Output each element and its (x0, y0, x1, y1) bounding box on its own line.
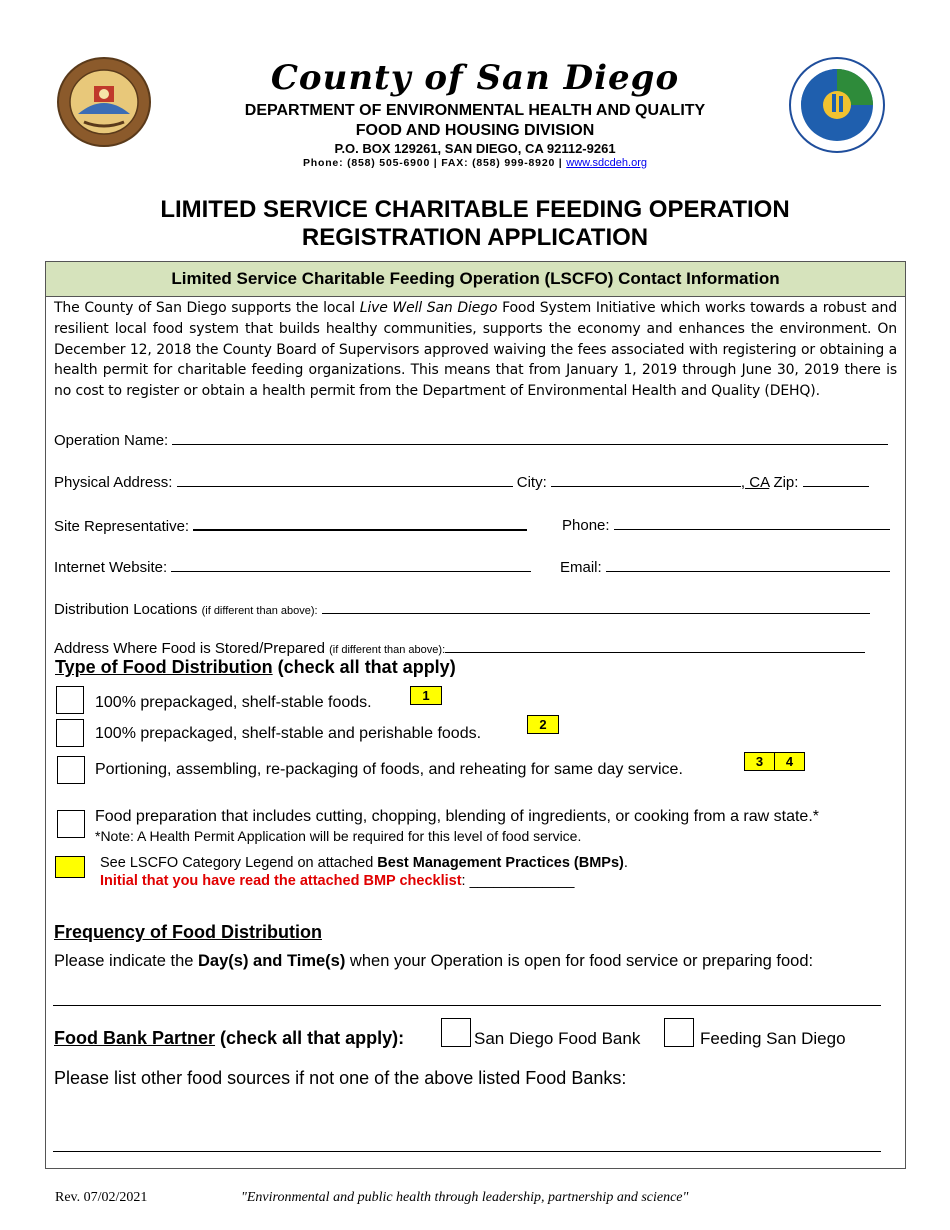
form-title-line2: REGISTRATION APPLICATION (301, 224, 649, 251)
website-link[interactable]: www.sdcdeh.org (566, 157, 647, 169)
option-1-checkbox[interactable] (56, 686, 84, 714)
distribution-label: Distribution Locations (54, 601, 198, 618)
site-rep-input[interactable] (193, 514, 527, 531)
legend-end: . (623, 855, 628, 871)
intro-paragraph (54, 298, 897, 402)
state-label: , CA (740, 474, 770, 491)
email-input[interactable] (606, 556, 890, 572)
contact-section-heading: Limited Service Charitable Feeding Operation (LSCFO) Contact Information (46, 262, 905, 297)
bmp-initial-line[interactable] (100, 873, 574, 889)
legend-bold: Best Management Practices (BMPs) (377, 855, 624, 871)
san-diego-food-bank-label: San Diego Food Bank (474, 1029, 641, 1048)
email-field[interactable] (560, 556, 890, 576)
option-1-label: 100% prepackaged, shelf-stable foods. (95, 694, 372, 711)
form-title-line1: LIMITED SERVICE CHARITABLE FEEDING OPERATION (160, 196, 790, 223)
email-label: Email: (560, 559, 602, 576)
bmp-legend-text (100, 855, 628, 871)
mailing-address: P.O. BOX 129261, SAN DIEGO, CA 92112-9261 (334, 141, 616, 156)
frequency-text-bold: Day(s) and Time(s) (198, 952, 346, 970)
city-label: City: (516, 474, 547, 491)
operation-name-input[interactable] (172, 429, 888, 445)
storage-label: Address Where Food is Stored/Prepared (54, 640, 325, 657)
revision-date: Rev. 07/02/2021 (55, 1190, 148, 1205)
storage-input[interactable] (445, 637, 865, 653)
website-label: Internet Website: (54, 559, 168, 576)
website-input[interactable] (171, 556, 531, 572)
option-3-checkbox[interactable] (57, 756, 85, 784)
option-2-checkbox[interactable] (56, 719, 84, 747)
food-bank-heading-main: Food Bank Partner (54, 1028, 216, 1048)
health-permit-note: *Note: A Health Permit Application will be required for this level of food service. (95, 828, 582, 844)
intro-text-2: Food System Initiative which works towards a robust and resilient local food system that builds healthy communities, supports the economy and enhances the environment. On December 12, 2018 the County Board of Supervisors approved waiving the fees associated with registering or obtaining a health permit for charitable feeding organizations. This means that from January 1, 2019 through June 30, 2019 there is no cost to register or obtain a health permit from the Department of Environmental Health and Quality (DEHQ). (54, 300, 897, 400)
operation-name-label: Operation Name: (54, 432, 169, 449)
frequency-instruction (54, 952, 813, 971)
food-distribution-heading-main: Type of Food Distribution (55, 657, 273, 677)
category-tag-2: 2 (527, 715, 559, 734)
phone-field[interactable] (562, 514, 890, 534)
category-tag-1: 1 (410, 686, 442, 705)
distribution-input[interactable] (322, 598, 870, 614)
feeding-san-diego-label: Feeding San Diego (700, 1029, 846, 1048)
food-bank-heading-rest: (check all that apply): (215, 1028, 405, 1048)
legend-highlight-box (55, 856, 85, 878)
storage-address-field[interactable] (54, 637, 865, 657)
food-distribution-heading (55, 657, 456, 678)
zip-label: Zip: (773, 474, 799, 491)
operation-name-field[interactable] (54, 429, 888, 449)
zip-input[interactable] (803, 471, 869, 487)
county-name: County of San Diego (270, 58, 680, 98)
storage-note: (if different than above): (329, 644, 446, 656)
category-tag-3: 3 (744, 752, 775, 771)
option-4-label: Food preparation that includes cutting, chopping, blending of ingredients, or cooking from a raw state.* (95, 808, 819, 825)
initial-input[interactable]: : _____________ (461, 873, 575, 889)
food-bank-heading (54, 1028, 404, 1049)
physical-address-label: Physical Address: (54, 474, 173, 491)
division-name: FOOD AND HOUSING DIVISION (355, 122, 595, 139)
category-tag-4: 4 (774, 752, 805, 771)
intro-italic: Live Well San Diego (359, 300, 498, 316)
san-diego-food-bank-checkbox[interactable] (441, 1018, 471, 1047)
city-input[interactable] (551, 471, 741, 487)
distribution-note: (if different than above): (201, 605, 318, 617)
initial-instruction: Initial that you have read the attached BMP checklist (100, 873, 462, 889)
contact-line (0, 157, 950, 169)
option-3-label: Portioning, assembling, re-packaging of foods, and reheating for same day service. (95, 761, 683, 778)
frequency-text-pre: Please indicate the (54, 952, 199, 970)
phone-fax: Phone: (858) 505-6900 | FAX: (858) 999-8920 | (302, 157, 563, 169)
other-sources-input-line[interactable] (53, 1151, 881, 1152)
frequency-text-post: when your Operation is open for food service or preparing food: (345, 952, 814, 970)
legend-text: See LSCFO Category Legend on attached (100, 855, 378, 871)
phone-input[interactable] (614, 514, 890, 530)
site-rep-field[interactable] (54, 514, 527, 535)
department-name: DEPARTMENT OF ENVIRONMENTAL HEALTH AND QUALITY (244, 102, 706, 119)
department-motto: "Environmental and public health through leadership, partnership and science" (241, 1190, 689, 1205)
distribution-locations-field[interactable] (54, 598, 870, 618)
physical-address-input[interactable] (177, 471, 513, 487)
option-4-checkbox[interactable] (57, 810, 85, 838)
food-distribution-heading-rest: (check all that apply) (272, 657, 456, 677)
website-field[interactable] (54, 556, 531, 576)
frequency-heading-text: Frequency of Food Distribution (54, 922, 322, 942)
site-rep-label: Site Representative: (54, 518, 190, 535)
feeding-san-diego-checkbox[interactable] (664, 1018, 694, 1047)
physical-address-field[interactable] (54, 471, 869, 491)
other-sources-instruction: Please list other food sources if not one of the above listed Food Banks: (54, 1068, 627, 1088)
phone-label: Phone: (562, 517, 610, 534)
frequency-input-line[interactable] (53, 1005, 881, 1006)
intro-text-1: The County of San Diego supports the local (54, 300, 360, 316)
option-2-label: 100% prepackaged, shelf-stable and perishable foods. (95, 725, 482, 742)
frequency-heading (54, 922, 322, 943)
